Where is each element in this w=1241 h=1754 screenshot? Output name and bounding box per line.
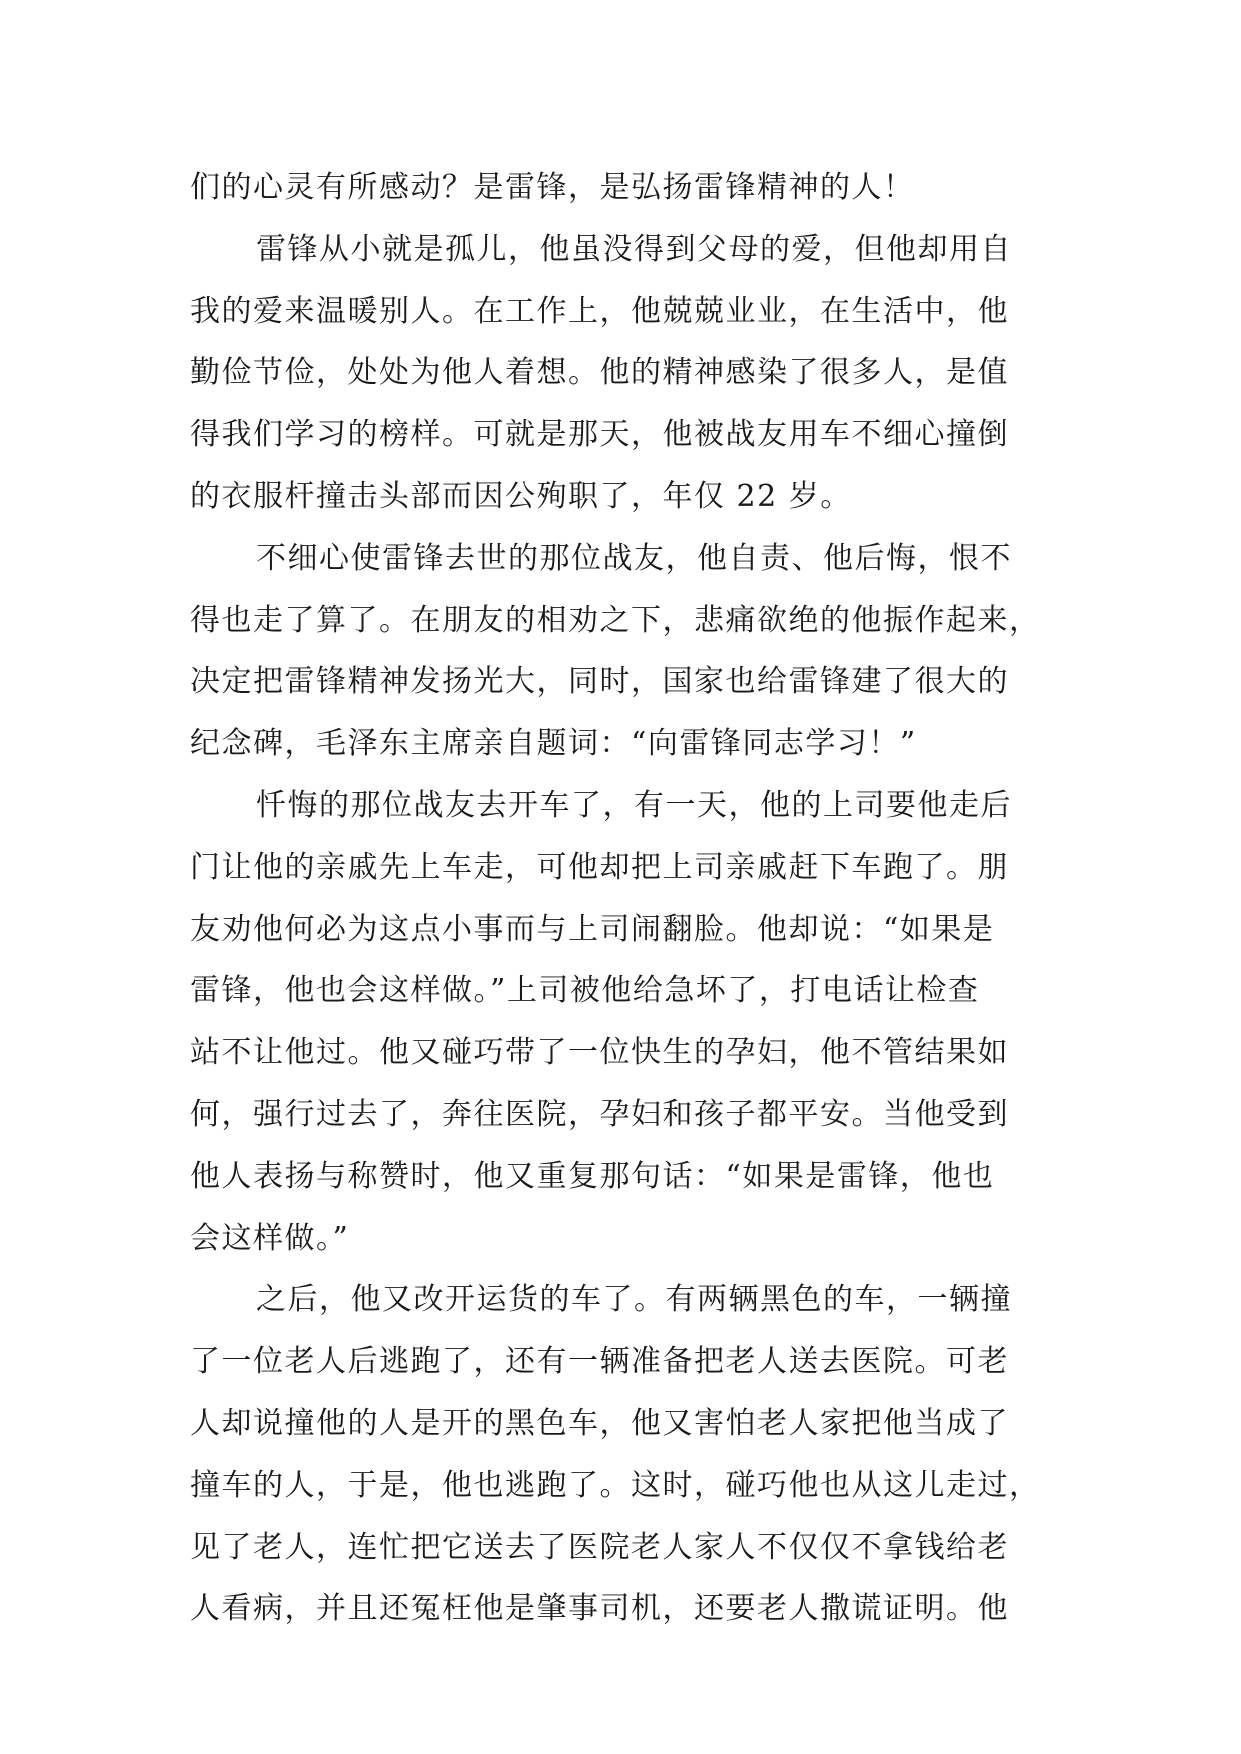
text-line: 撞车的人，于是，他也逃跑了。这时，碰巧他也从这儿走过， bbox=[190, 1467, 1041, 1503]
text-line: 他人表扬与称赞时，他又重复那句话：“如果是雷锋，他也 bbox=[190, 1158, 995, 1194]
text-line: 见了老人，连忙把它送去了医院老人家人不仅仅不拿钱给老 bbox=[190, 1529, 1009, 1565]
document-body bbox=[190, 157, 1060, 1640]
text-line: 雷锋，他也会这样做。”上司被他给急坏了，打电话让检查 bbox=[190, 973, 980, 1009]
text-line: 站不让他过。他又碰巧带了一位快生的孕妇，他不管结果如 bbox=[190, 1035, 1009, 1071]
text-line: 人看病，并且还冤枉他是肇事司机，还要老人撒谎证明。他 bbox=[190, 1591, 1009, 1627]
text-line: 友劝他何必为这点小事而与上司闹翻脸。他却说：“如果是 bbox=[190, 911, 995, 947]
text-line: 我的爱来温暖别人。在工作上，他兢兢业业，在生活中，他 bbox=[190, 293, 1009, 329]
text-line: 人却说撞他的人是开的黑色车，他又害怕老人家把他当成了 bbox=[190, 1405, 1009, 1441]
text-line: 决定把雷锋精神发扬光大，同时，国家也给雷锋建了很大的 bbox=[190, 664, 1009, 700]
text-line: 何，强行过去了，奔往医院，孕妇和孩子都平安。当他受到 bbox=[190, 1096, 1009, 1132]
text-line: 勤俭节俭，处处为他人着想。他的精神感染了很多人，是值 bbox=[190, 355, 1009, 391]
text-line: 得也走了算了。在朋友的相劝之下，悲痛欲绝的他振作起来， bbox=[190, 602, 1041, 638]
text-line: 纪念碑，毛泽东主席亲自题词：“向雷锋同志学习！” bbox=[190, 726, 917, 762]
paragraph-first-line: 忏悔的那位战友去开车了，有一天，他的上司要他走后 bbox=[256, 787, 1012, 823]
text-line: 得我们学习的榜样。可就是那天，他被战友用车不细心撞倒 bbox=[190, 417, 1009, 453]
paragraph-first-line: 不细心使雷锋去世的那位战友，他自责、他后悔，恨不 bbox=[256, 540, 1012, 576]
paragraph-first-line: 雷锋从小就是孤儿，他虽没得到父母的爱，但他却用自 bbox=[256, 231, 1012, 267]
text-line: 会这样做。” bbox=[190, 1220, 350, 1256]
text-line: 了一位老人后逃跑了，还有一辆准备把老人送去医院。可老 bbox=[190, 1344, 1009, 1380]
text-line: 的衣服杆撞击头部而因公殉职了，年仅 22 岁。 bbox=[190, 478, 852, 514]
text-line: 门让他的亲戚先上车走，可他却把上司亲戚赶下车跑了。朋 bbox=[190, 849, 1009, 885]
text-line: 们的心灵有所感动？是雷锋，是弘扬雷锋精神的人！ bbox=[190, 170, 915, 205]
paragraph-first-line: 之后，他又改开运货的车了。有两辆黑色的车，一辆撞 bbox=[256, 1282, 1012, 1318]
